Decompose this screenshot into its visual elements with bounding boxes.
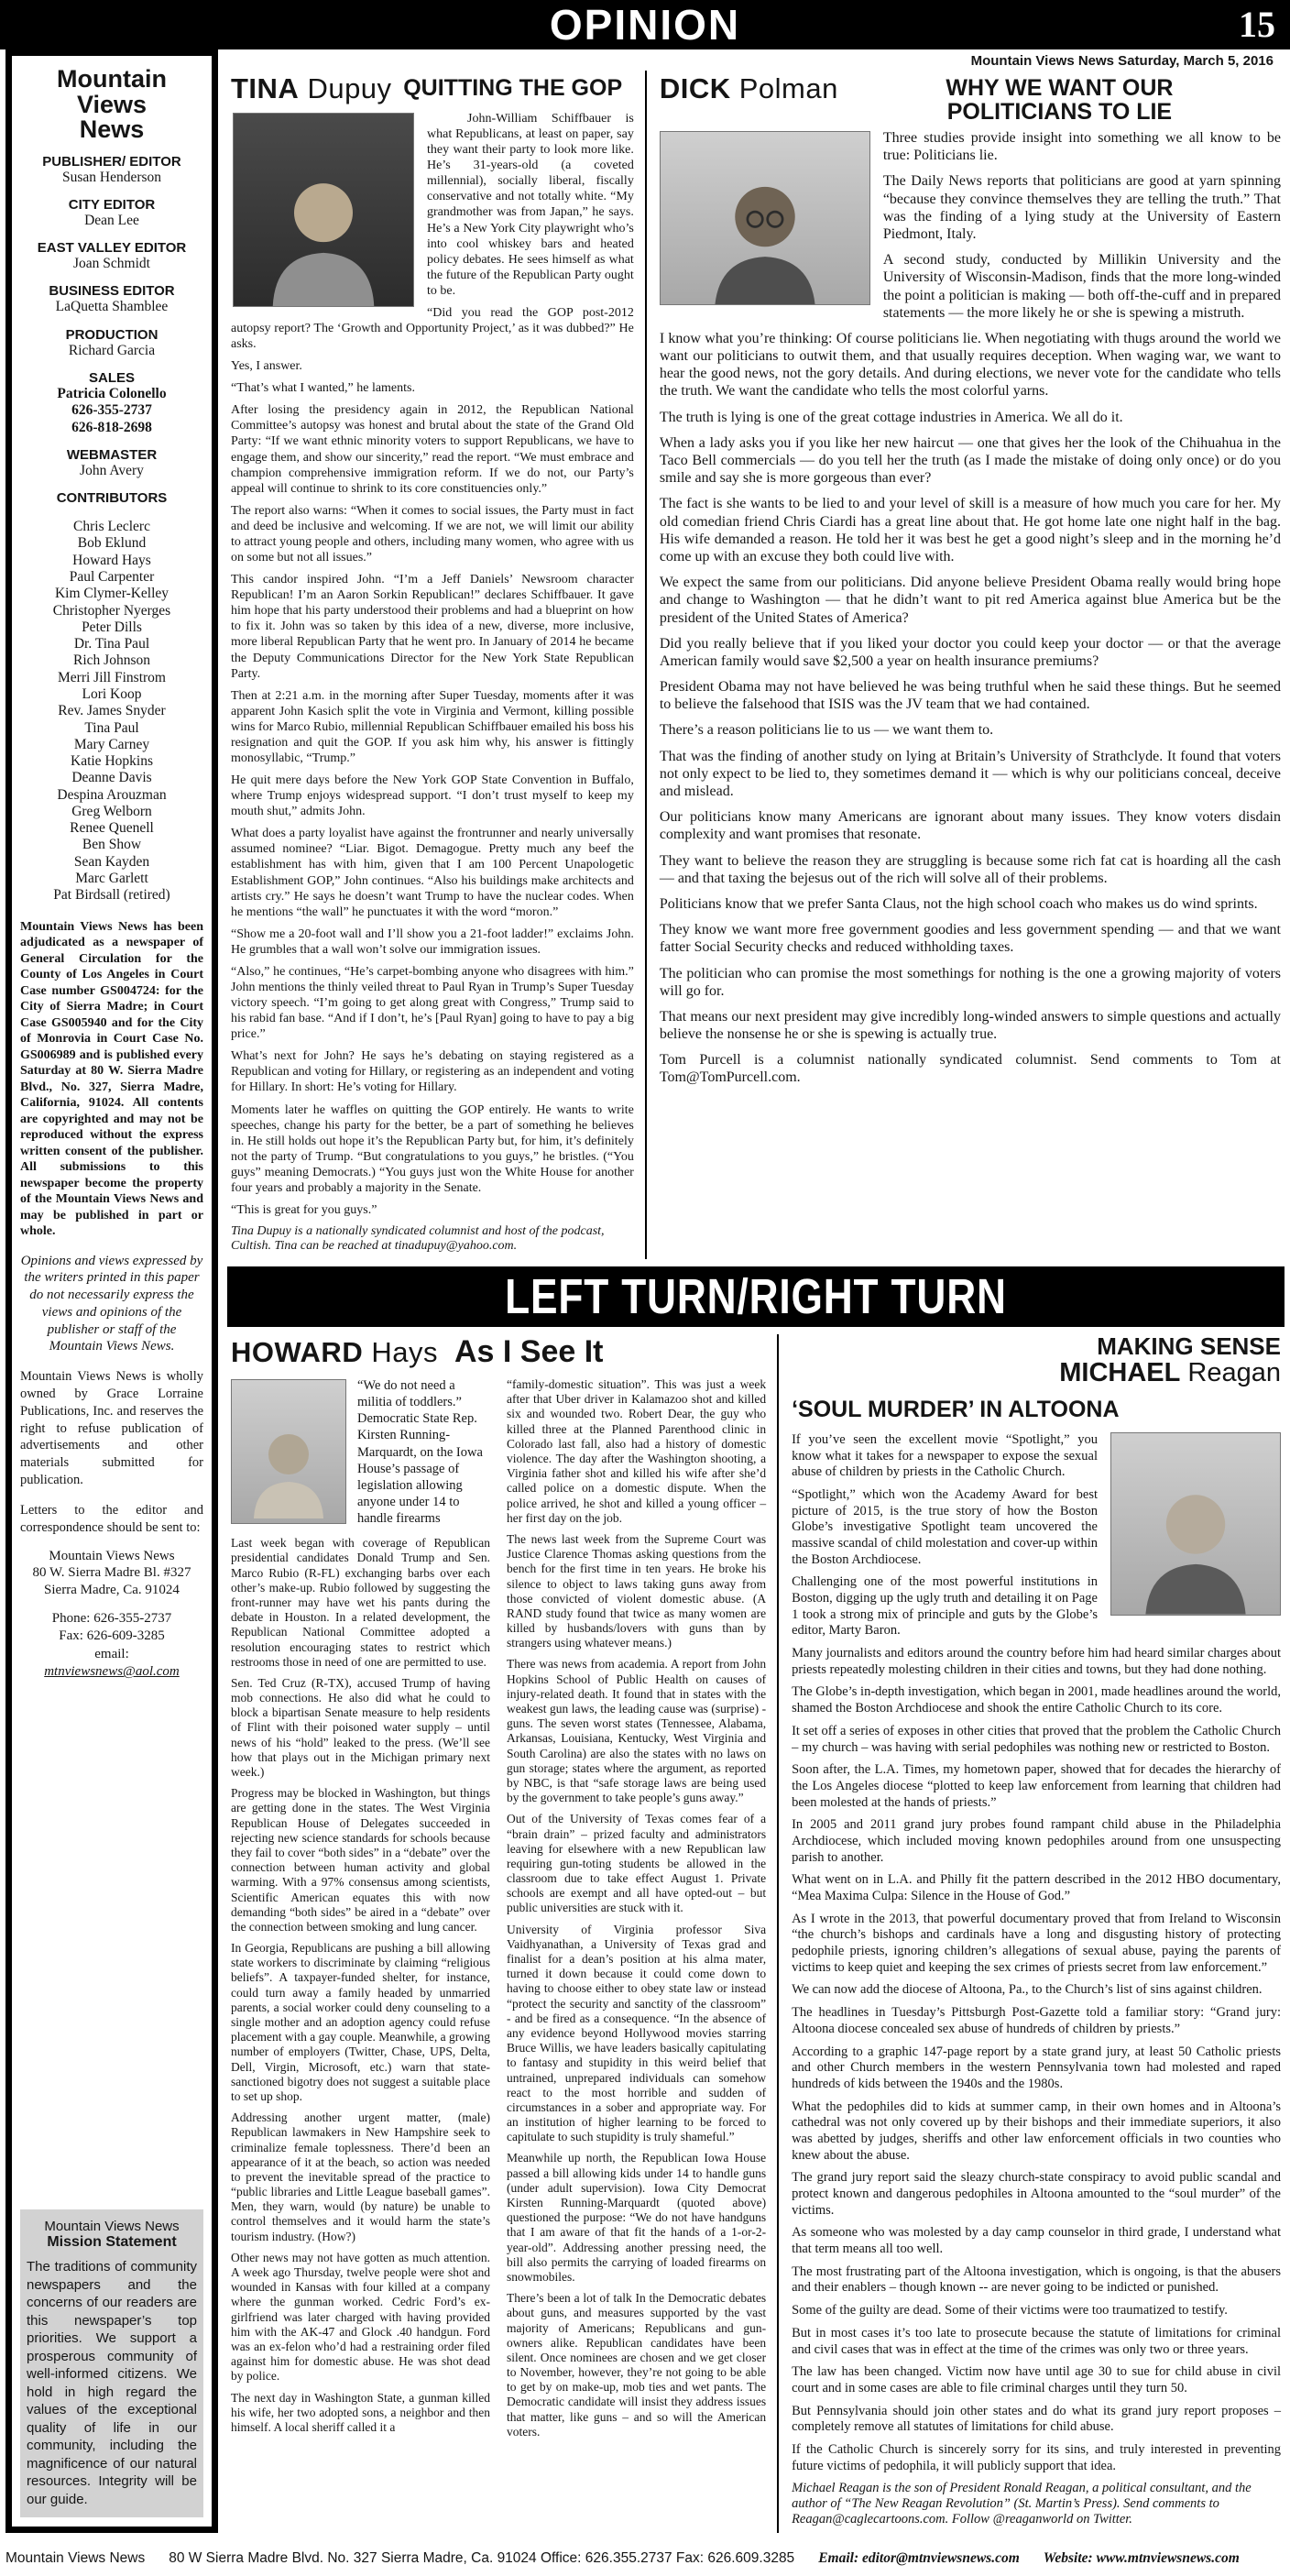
footer-website-url: www.mtnviewsnews.com	[1096, 2550, 1240, 2567]
article-paragraph: Progress may be blocked in Washington, but things are getting done in the states. The West Virginia Republican House of Delegates succeeded in rejecting new science standards for schools because they fail to cover “both sides” in a “debate” over the connection between human activity and global warming. With a 97% consensus among scientists, Scientific American equates this with now demanding “both sides” be aired in a “debate” over the connection between smoking and lung cancer.	[231, 1786, 491, 1934]
staff-name: Christopher Nyerges	[52, 602, 171, 619]
staff-name: Joan Schmidt	[73, 256, 150, 272]
dupuy-header	[231, 72, 634, 105]
staff-names	[20, 170, 203, 186]
staff-block	[20, 370, 203, 436]
quote-attribution: Democratic State Rep. Kirsten Running-Marquardt, on the Iowa House’s passage of legislation allowing anyone under 14 to handle firearms	[357, 1411, 483, 1527]
reagan-headline: ‘SOUL MURDER’ IN ALTOONA	[792, 1396, 1120, 1422]
staff-name: Howard Hays	[72, 552, 151, 568]
staff-block	[20, 447, 203, 479]
staff-name: 626-355-2737	[71, 402, 152, 419]
phone-number: Phone: 626-355-2737	[51, 1610, 172, 1626]
staff-role: CITY EDITOR	[68, 196, 156, 213]
contact-block	[20, 1610, 203, 1682]
ownership-notice: Mountain Views News is wholly owned by Grace Lorraine Publications, Inc. and reserves the right to refuse publication of advertisements and other materials submitted for publication.	[20, 1369, 203, 1488]
article-paragraph: But in most cases it’s too late to prosecute because the statute of limitations for criminal and civil cases that was in effect at the time of the crimes was only two or three years.	[792, 2325, 1281, 2357]
article-paragraph: Our politicians know many Americans are ignorant about many issues. They know voters disdain complexity and want promises that resonate.	[659, 809, 1281, 843]
mailing-address-line: Mountain Views News	[49, 1548, 175, 1563]
mailing-address-line: 80 W. Sierra Madre Bl. #327	[32, 1565, 191, 1581]
article-paragraph: As someone who was molested by a day camp counselor in third grade, I understand what that term means all too well.	[792, 2225, 1281, 2257]
article-paragraph: I know what you’re thinking: Of course politicians lie. When negotiating with thugs around the world we want our politicians to outwit them, and that usually requires deception. When waging war, we want to hear the good news, not the gory details. And during elections, we never vote for the candidate who tells the truth. We want the candidate who tells the most colorful yarns.	[659, 330, 1281, 400]
article-paragraph: What does a party loyalist have against the frontrunner and nearly universally assumed nominee? “Liar. Bigot. Demagogue. Pretty much any beef the establishment has with him, given that I am 100 Percent Unapologetic Establishment GOP,” John continues. “Also his buildings make architects and artists cry.” He says he doesn’t want Trump to have the nuclear codes. When he mentions “the wall” he punctuates it with the word “moron.”	[231, 827, 634, 919]
article-paragraph: What’s next for John? He says he’s debating on staying registered as a Republican and voting for Hillary, or registering as an independent and voting for Hillary. In short: He’s voting for Hillary.	[231, 1049, 634, 1095]
article-paragraph: A second study, conducted by Millikin University and the University of Wisconsin-Madison, finds that the more long-winded the point a politician is making — both off-the-cuff and in prepared statements — the more likely he or she is spewing a mistruth.	[882, 252, 1281, 321]
staff-name: Paul Carpenter	[69, 568, 155, 585]
page-layout	[0, 49, 1290, 2533]
article-paragraph: Yes, I answer.	[231, 359, 302, 374]
mission-subtitle: Mission Statement	[47, 2234, 177, 2251]
staff-name: Despina Arouzman	[57, 786, 167, 803]
article-paragraph: If the Catholic Church is sincerely sorry for its sins, and truly interested in preventing future victims of pedophila, it will publicly support that idea.	[792, 2441, 1281, 2473]
article-paragraph: University of Virginia professor Siva Vaidhyanathan, a University of Texas grad and finalist for a dean’s position at his alma mater, turned it down because it could come down to having to choose either to obey state law or instead “protect the security and sanctity of the classroom” - and be fired as a consequence. “In the absence of any evidence beyond Hollywood movies starring Bruce Willis, we have leaders basically capitulating to fantasy and stupidity in this weird belief that untrained, unprepared individuals can somehow react to the most horrible and sudden of circumstances in a sober and appropriate way. For an institution of higher learning to be forced to capitulate to such stupidity is truly shameful.”	[507, 1922, 767, 2144]
dupuy-body	[231, 305, 634, 1218]
hays-byline: HOWARD Hays	[231, 1336, 438, 1369]
article-paragraph: Some of the guilty are dead. Some of their victims were too traumatized to testify.	[792, 2303, 1228, 2318]
staff-name: Lori Koop	[82, 685, 142, 702]
mailing-address	[20, 1548, 203, 1599]
hays-column-2	[507, 1377, 766, 2446]
article-paragraph: In 2005 and 2011 grand jury probes found rampant child abuse in the Philadelphia Archdiocese, which included moving known pedophiles around from one unsuspecting parish to another.	[792, 1817, 1281, 1865]
portrait-silhouette-icon	[243, 1413, 334, 1523]
staff-names	[20, 343, 203, 359]
email-label: email:	[94, 1646, 129, 1661]
article-paragraph: “Show me a 20-foot wall and I’ll show you a 21-foot ladder!” exclaims John. He grumbles that a wall won’t solve our immigration issues.	[231, 926, 634, 957]
article-paragraph: “That’s what I wanted,” he laments.	[231, 381, 415, 396]
article-paragraph: “Spotlight,” which won the Academy Award for best picture of 2015, is the true story of how the Boston Globe’s investigative Spotlight team uncovered the massive scandal of child molestation and cover-up within the Boston Archdiocese.	[792, 1486, 1098, 1567]
staff-name: Chris Leclerc	[73, 519, 150, 535]
staff-name: Tina Paul	[84, 719, 139, 736]
masthead-title-line: News	[79, 115, 145, 144]
staff-block	[20, 197, 203, 229]
staff-role: CONTRIBUTORS	[56, 490, 168, 507]
opinion-section-banner	[0, 0, 1290, 49]
article-paragraph: Sen. Ted Cruz (R-TX), accused Trump of having mob connections. He also did what he could to block a bipartisan Senate measure to help residents of Flint with their poisoned water supply – until news of his “hold” leaked to the press. (We’ll see how that plays out in the Michigan primary next week.)	[231, 1675, 491, 1780]
footer-address: 80 W Sierra Madre Blvd. No. 327 Sierra Madre, Ca. 91024 Office: 626.355.2737 Fax: 626.609.3285	[169, 2550, 795, 2567]
staff-name: Mary Carney	[73, 736, 150, 752]
article-paragraph: That was the finding of another study on lying at Britain’s University of Strathclyde. It found that voters not only expect to be lied to, they sometimes demand it — which is why our politicians conceal, deceive and mislead.	[659, 748, 1281, 799]
article-paragraph: They want to believe the reason they are struggling is because some rich fat cat is hoarding all the cash — and that taxing the bejesus out of the rich will solve all of their problems.	[659, 852, 1281, 886]
staff-name: Kim Clymer-Kelley	[54, 586, 169, 602]
article-paragraph: The truth is lying is one of the great cottage industries in America. We all do it.	[659, 409, 1123, 425]
article-paragraph: John-William Schiffbauer is what Republicans, at least on paper, say they want their party to look more like. He’s 31-years-old (a coveted millennial), socially liberal, fiscally conservative and not totally white. “My grandmother was from Japan,” he says. He’s a New York City playwright who’s into cool whiskey bars and heated policy debates. He sees himself as what the future of the Republican Party ought to be.	[427, 112, 634, 298]
article-paragraph: The Globe’s in-depth investigation, which began in 2001, made headlines around the world, shamed the Boston Archdiocese and shook the entire Catholic Church to its core.	[792, 1684, 1281, 1716]
article-quitting-the-gop	[227, 71, 645, 1259]
opinions-disclaimer: Opinions and views expressed by the writers printed in this paper do not necessarily express the views and opinions of the publisher or staff of the Mountain Views News.	[20, 1253, 203, 1354]
article-paragraph: “Also,” he continues, “He’s carpet-bombing anyone who disagrees with him.” John mentions the thinly veiled threat to Paul Ryan in Trump’s Super Tuesday victory speech. “I’m going to get along great with Congress,” Trump said to his rabid fan base. “And if I don’t, he’s [Paul Ryan] going to have to pay a big price.”	[231, 964, 634, 1042]
article-paragraph: The grand jury report said the sleazy church-state conspiracy to avoid public scandal and protect known and dangerous pedophiles in Altoona amounted to the “soul murder” of the victims.	[792, 2170, 1281, 2218]
page-number: 15	[1239, 4, 1275, 45]
staff-name: Richard Garcia	[68, 342, 156, 358]
polman-headline: WHY WE WANT OUR POLITICIANS TO LIE	[946, 75, 1174, 125]
mission-statement-box	[20, 2209, 203, 2517]
staff-name: Dr. Tina Paul	[73, 636, 150, 652]
hays-col2-body	[507, 1377, 766, 2439]
article-paragraph: It set off a series of exposes in other cities that proved that the problem the Catholic Church – my church – was having with serial pedophiles was nothing new or restricted to Boston.	[792, 1723, 1281, 1755]
staff-names	[20, 519, 203, 904]
staff-name: Peter Dills	[82, 619, 142, 635]
article-paragraph: The most frustrating part of the Altoona investigation, which is ongoing, is that the abusers and their enablers – though known -- are never going to be indicted or punished.	[792, 2264, 1281, 2296]
dupuy-headline: QUITTING THE GOP	[403, 75, 623, 101]
staff-name: 626-818-2698	[71, 419, 152, 435]
article-why-we-want-politicians-to-lie	[645, 71, 1285, 1259]
masthead-title	[20, 67, 203, 143]
staff-role: BUSINESS EDITOR	[49, 283, 175, 300]
portrait-silhouette-icon	[255, 159, 392, 306]
article-paragraph: There’s a reason politicians lie to us — we want them to.	[659, 722, 994, 739]
article-paragraph: The report also warns: “When it comes to social issues, the Party must in fact and deed be inclusive and welcoming. If we are not, we will limit our ability to attract young people and others, including many women, who agree with us on some but not all issues.”	[231, 503, 634, 565]
article-paragraph: What went on in L.A. and Philly fit the pattern described in the 2012 HBO documentary, “Mea Maxima Culpa: Silence in the House of God.”	[792, 1872, 1281, 1903]
section-title: OPINION	[549, 1, 741, 49]
article-paragraph: When a lady asks you if you like her new haircut — one that gives her the look of the Chihuahua in the Taco Bell commercials — do you tell her the truth (as I made the mistake of doing only once) or do you smile and say she is more gorgeous than ever?	[659, 434, 1281, 487]
staff-role: PUBLISHER/ EDITOR	[42, 153, 181, 170]
michael-reagan-photo	[1110, 1432, 1281, 1616]
staff-name: Rich Johnson	[73, 652, 150, 669]
hays-column-1	[231, 1377, 490, 2446]
staff-block	[20, 490, 203, 904]
article-paragraph: But Pennsylvania should join other states and do what its grand jury report proposes – completely remove all statutes of limitations for child abuse.	[792, 2403, 1281, 2435]
article-paragraph: Did you really believe that if you liked your doctor you could keep your doctor — or that the average American family would save $2,500 a year on health insurance premiums?	[659, 635, 1281, 669]
staff-name: LaQuetta Shamblee	[55, 299, 169, 315]
banner-title: LEFT TURN/RIGHT TURN	[505, 1269, 1007, 1325]
masthead-staff-list	[20, 143, 203, 904]
article-paragraph: He quit mere days before the New York GOP State Convention in Buffalo, where Trump enjoys widespread support. “I don’t trust myself to keep my mouth shut,” admits John.	[231, 773, 634, 819]
article-paragraph: They know we want more free government goodies and less government spending — and that we want fatter Social Security checks and reduced withholding taxes.	[659, 922, 1281, 956]
article-paragraph: “This is great for you guys.”	[231, 1203, 377, 1217]
article-paragraph: This candor inspired John. “I’m a Jeff Daniels’ Newsroom character Republican! I’m an Aaron Sorkin Republican!” declares Schiffbauer. It gave him hope that his party understood their problems and had a blueprint on how to fix it. John was so taken by this idea of a new, diverse, more inclusive, more liberal Republican Party that he went pro. In January of 2014 he became the Deputy Communications Director for the New York State Republican Party.	[231, 573, 634, 681]
article-paragraph: As I wrote in the 2013, that powerful documentary proved that from Ireland to Wisconsin “the church’s bishops and cardinals have a long and disgusting history of protecting pedophile priests, ignoring children’s allegations of sexual abuse, paying the parents of victims to keep quiet and keeping the sex crimes of priests secret from law enforcement.”	[792, 1911, 1281, 1975]
article-paragraph: Many journalists and editors around the country before him had heard similar charges about priests repeatedly molesting children in their cities and towns, but they had done nothing.	[792, 1646, 1281, 1677]
article-paragraph: Tom Purcell is a columnist nationally syndicated columnist. Send comments to Tom at Tom@TomPurcell.com.	[659, 1052, 1281, 1086]
article-paragraph: That means our next president may give incredibly long-winded answers to simple questions and actually believe the nonsense he or she is spewing is actually true.	[659, 1008, 1281, 1043]
main-content	[227, 49, 1285, 2533]
staff-name: Renee Quenell	[70, 820, 154, 837]
masthead-title-line: Mountain	[57, 65, 167, 93]
article-paragraph: Out of the University of Texas comes fear of a “brain drain” – prized faculty and administrators leaving for elsewhere with a new Republican law requiring gun-toting students be allowed in the classroom due to take effect August 1. Private schools are exempt and all have opted-out – but public universities are stuck with it.	[507, 1812, 767, 1915]
staff-name: Rev. James Snyder	[58, 703, 166, 719]
article-paragraph: Soon after, the L.A. Times, my hometown paper, showed that for decades the hierarchy of the Los Angeles diocese “plotted to keep law enforcement from learning that children had been molested at the hands of priests.”	[792, 1762, 1281, 1810]
mailing-address-line: Sierra Madre, Ca. 91024	[44, 1583, 180, 1598]
article-paragraph: If you’ve seen the excellent movie “Spotlight,” you know what it takes for a newspaper to expose the sexual abuse of children by priests in the Catholic Church.	[792, 1431, 1098, 1480]
staff-name: Patricia Colonello	[57, 386, 167, 401]
footer-email-address: editor@mtnviewsnews.com	[861, 2550, 1020, 2567]
staff-name: Pat Birdsall (retired)	[53, 887, 170, 904]
top-article-row	[227, 71, 1285, 1259]
article-paragraph: Then at 2:21 a.m. in the morning after Super Tuesday, moments after it was apparent John Kasich split the vote in Virginia and Vermont, killing possible wins for Marco Rubio, millennial Republican Schiffbauer emailed his boss his resignation and quit the GOP. If you ask him why, his answer is fittingly monosyllabic, “Trump.”	[231, 688, 634, 765]
reagan-byline: MICHAEL Reagan	[1059, 1358, 1281, 1388]
footer-website: Website: www.mtnviewsnews.com	[1043, 2550, 1240, 2567]
staff-names	[20, 213, 203, 229]
staff-name: Bob Eklund	[77, 535, 147, 552]
staff-name: Marc Garlett	[75, 871, 148, 887]
staff-name: Susan Henderson	[61, 169, 162, 185]
dupuy-byline: TINA Dupuy	[231, 72, 392, 104]
article-paragraph: Addressing another urgent matter, (male) Republican lawmakers in New Hampshire seek to criminalize female toplessness. There’d been an appearance of it at the beach, so action was needed to prevent the inevitable spread of the practice to “public libraries and Little League baseball games”. Men, they warn, would (by nature) be unable to control themselves and it would harm the state’s tourism industry. (How?)	[231, 2110, 491, 2243]
staff-name: Ben Show	[82, 837, 142, 853]
letters-notice: Letters to the editor and correspondence should be sent to:	[20, 1503, 203, 1535]
staff-role: EAST VALLEY EDITOR	[37, 240, 187, 257]
article-paragraph: The headlines in Tuesday’s Pittsburgh Post-Gazette told a familiar story: “Grand jury: Altoona diocese concealed sex abuse of hundreds of children by priests.”	[792, 2005, 1281, 2036]
hays-header	[231, 1334, 766, 1370]
article-paragraph: We expect the same from our politicians. Did anyone believe President Obama really would bring hope and change to Washington — that he didn’t want to pit red America against blue America but be the president of the United States of America?	[659, 575, 1281, 626]
footer-paper-name: Mountain Views News	[5, 2550, 146, 2567]
bottom-article-row	[227, 1334, 1285, 2533]
hays-column-title: As I See It	[454, 1334, 604, 1370]
hays-columns	[231, 1377, 766, 2446]
staff-block	[20, 154, 203, 186]
tina-dupuy-photo	[233, 113, 414, 307]
article-paragraph: Other news may not have gotten as much attention. A week ago Thursday, twelve people were shot and wounded in Kansas with four killed at a company where the gunman worked. Cedric Ford’s ex-girlfriend was later charged with having provided him with the AK-47 and Glock .40 handgun. Ford was an ex-felon who’d had a restraining order filed against him for domestic abuse. He was shot dead by police.	[231, 2250, 491, 2384]
polman-byline: DICK Polman	[659, 72, 838, 104]
article-paragraph: Meanwhile up north, the Republican Iowa House passed a bill allowing kids under 14 to handle guns (under adult supervision). Iowa City Democrat Kirsten Running-Marquardt (quoted above) questioned the purpose: “We do not have handguns that I am aware of that fit the hands of a 1-or-2-year-old”. Addressing another pressing need, the bill also permits the carrying of loaded firearms on snowmobiles.	[507, 2151, 767, 2284]
adjudication-notice: Mountain Views News has been adjudicated as a newspaper of General Circulation for the County of Los Angeles in Court Case number GS004724: for the City of Sierra Madre; in Court Case GS005940 and for the City of Monrovia in Court Case No. GS006989 and is published every Saturday at 80 W. Sierra Madre Blvd., No. 327, Sierra Madre, California, 91024. All contents are copyrighted and may not be reproduced without the express written consent of the publisher. All submissions to this newspaper become the property of the Mountain Views News and may be published in part or whole.	[20, 919, 203, 1239]
masthead-sidebar	[5, 49, 218, 2533]
quote-text: “We do not need a militia of toddlers.”	[357, 1378, 462, 1410]
reagan-signature: Michael Reagan is the son of President Ronald Reagan, a political consultant, and the author of “The New Reagan Revolution” (St. Martin’s Press). Send comments to Reagan@caglecartoons.com. Follow @reaganworld on Twitter.	[792, 2481, 1252, 2527]
making-sense-kicker: MAKING SENSE	[1097, 1332, 1281, 1361]
staff-name: Greg Welborn	[71, 803, 152, 819]
fax-number: Fax: 626-609-3285	[59, 1628, 165, 1644]
article-paragraph: The news last week from the Supreme Court was Justice Clarence Thomas asking questions from the bench for the first time in ten years. He broke his silence to object to laws taking guns away from those convicted of violent domestic abuse. (A RAND study found that twice as many women are killed by husbands/lovers with guns than by strangers using whatever means.)	[507, 1531, 767, 1650]
staff-block	[20, 240, 203, 272]
article-paragraph: Moments later he waffles on quitting the GOP entirely. He wants to write speeches, change his party for the better, be a part of something he believes in. He still holds out hope it’s the Republican Party but, for him, it’s definitely not the party of Trump. “But congratulations to you guys,” he bristles. (“You guys” meaning Democrats.) “You guys just won the White House for another four years and probably a majority in the Senate.	[231, 1102, 634, 1195]
article-paragraph: “Did you read the GOP post-2012 autopsy report? The ‘Growth and Opportunity Project,’ as it was dubbed?” He asks.	[231, 305, 634, 352]
staff-name: John Avery	[80, 462, 144, 478]
hays-col1-body	[231, 1536, 490, 2435]
staff-role: WEBMASTER	[66, 446, 158, 463]
article-paragraph: There was news from academia. A report from John Hopkins School of Public Health on causes of injury-related death. It found that in states with the weakest gun laws, the leading cause was (surprise) - guns. The seven worst states (Tennessee, Alabama, Arkansas, Louisiana, Kentucky, West Virginia and South Carolina) are also the states with no laws on gun storage; states where the argument, as reported by NBC, is that “safe storage laws are being used by the government to take people’s guns away.”	[507, 1657, 767, 1805]
staff-role: SALES	[88, 370, 135, 386]
article-paragraph: What the pedophiles did to kids at summer camp, in their own homes and in Altoona’s cathedral was not only covered up by their bishops and their immediate superiors, it also was abetted by judges, sheriffs and other law enforcement officials in two counties who knew about the abuse.	[792, 2099, 1281, 2163]
article-paragraph: Politicians know that we prefer Santa Claus, not the high school coach who makes us do wind sprints.	[659, 895, 1258, 912]
staff-block	[20, 283, 203, 315]
masthead-title-line: Views	[76, 90, 148, 118]
staff-name: Sean Kayden	[73, 853, 150, 870]
page-footer	[0, 2542, 1290, 2576]
article-paragraph: The law has been changed. Victim now have until age 30 to sue for child abuse in civil court and in some cases are able to file criminal charges until they turn 50.	[792, 2364, 1281, 2395]
staff-name: Merri Jill Finstrom	[58, 669, 166, 685]
article-soul-murder-in-altoona	[777, 1334, 1285, 2533]
email-address: mtnviewsnews@aol.com	[44, 1664, 180, 1680]
portrait-silhouette-icon	[687, 167, 843, 304]
article-paragraph: The Daily News reports that politicians are good at yarn spinning “because they convince themselves they are telling the truth.” That was the finding of a lying study at the University of Eastern Piedmont, Italy.	[882, 173, 1281, 242]
staff-role: PRODUCTION	[65, 326, 159, 343]
portrait-silhouette-icon	[1131, 1473, 1260, 1615]
howard-hays-photo	[231, 1379, 346, 1524]
staff-name: Dean Lee	[84, 212, 139, 228]
mission-body: The traditions of community newspapers and the concerns of our readers are this newspaper’s top priorities. We support a prosperous community of well-informed citizens. We hold in high regard the values of the exceptional quality of life in our community, including the magnificence of our natural resources. Integrity will be our guide.	[27, 2259, 197, 2507]
left-turn-right-turn-banner	[227, 1266, 1285, 1327]
article-paragraph: In Georgia, Republicans are pushing a bill allowing state workers to discriminate by claiming “religious beliefs”. A taxpayer-funded shelter, for instance, could turn away a family headed by unmarried parents, a social worker could deny counseling to a single mother and an adoption agency could refuse placement with a gay couple. Meanwhile, a growing number of employers (Twitter, Chase, UPS, Delta, Dell, Virgin, Microsoft, etc.) warn that state-sanctioned bigotry does not suggest a suitable place to set up shop.	[231, 1941, 491, 2103]
staff-names	[20, 256, 203, 272]
article-paragraph: The politician who can promise the most somethings for nothing is the one a growing majority of voters will go for.	[659, 965, 1281, 999]
staff-names	[20, 299, 203, 315]
article-paragraph: We can now add the diocese of Altoona, Pa., to the Church’s list of sins against children.	[792, 1982, 1263, 1998]
footer-email: Email: editor@mtnviewsnews.com	[818, 2550, 1020, 2567]
article-as-i-see-it	[227, 1334, 777, 2533]
staff-names	[20, 386, 203, 436]
dupuy-signature: Tina Dupuy is a nationally syndicated columnist and host of the podcast, Cultish. Tina can be reached at tinadupuy@yahoo.com.	[231, 1224, 605, 1254]
mission-title: Mountain Views News	[44, 2219, 180, 2235]
dateline: Mountain Views News Saturday, March 5, 2016	[970, 53, 1274, 69]
polman-header	[660, 72, 1281, 124]
article-paragraph: President Obama may not have believed he was being truthful when he said these things. But he seemed to believe the falsehood that ISIS was the JV team that we had contained.	[659, 679, 1281, 713]
article-paragraph: There’s been a lot of talk In the Democratic debates about guns, and measures supported by the vast majority of Americans; Republicans and gun-owners alike. Republican candidates have been silent. Once nominees are chosen and we get closer to November, however, they’re not going to be able to get by on make-up, mob ties and wet pants. The Democratic candidate will insist they address issues that matter, like guns – and so will the American voters.	[507, 2291, 767, 2439]
article-paragraph: Challenging one of the most powerful institutions in Boston, digging up the ugly truth and detailing it on Page 1 took a strong mix of principle and guts by the Globe’s editor, Marty Baron.	[792, 1574, 1098, 1639]
article-paragraph: “family-domestic situation”. This was just a week after that Uber driver in Kalamazoo shot and killed six and wounded two. Robert Dear, the guy who killed three at the Planned Parenthood clinic in Colorado last fall, also had a history of domestic violence. The day after the Washington shooting, a Virginia father shot and killed his wife after she’d called police on a domestic dispute. When the police arrived, he shot and killed a young officer – her first day on the job.	[507, 1377, 767, 1525]
article-paragraph: According to a graphic 147-page report by a state grand jury, at least 50 Catholic priests and other Church members in the western Pennsylvania town had molested and raped hundreds of kids between the 1940s and the 1980s.	[792, 2044, 1281, 2091]
staff-block	[20, 327, 203, 359]
article-paragraph: Last week began with coverage of Republican presidential candidates Donald Trump and Sen. Marco Rubio (R-FL) exchanging barbs over each other’s make-up. Rubio followed by suggesting the front-runner may have wet his pants during the debate in Houston. In a related development, the Republican National Committee adopted a resolution encouraging states to restrict which restrooms those in need of one are permitted to use.	[231, 1536, 491, 1669]
article-paragraph: After losing the presidency again in 2012, the Republican National Committee’s autopsy was honest and brutal about the state of the Grand Old Party: “If we want ethnic minority voters to support Republicans, we have to engage them, and show our sincerity,” read the report. “We must embrace and champion comprehensive immigration reform. If we do not, our Party’s appeal will continue to shrink to its core constituencies only.”	[231, 403, 634, 496]
article-paragraph: The fact is she wants to be lied to and your level of skill is a measure of how much you care for her. My old comedian friend Chris Ciardi has a great line about that. He got home late one night half in the bag. His wife demanded a reason. He told her it was best he get a good night’s sleep and in the morning he’d come up with an excuse they both could live with.	[659, 496, 1281, 565]
dick-polman-photo	[660, 131, 870, 305]
staff-name: Katie Hopkins	[71, 753, 153, 770]
article-paragraph: The next day in Washington State, a gunman killed his wife, her two adopted sons, a neighbor and then himself. A local sheriff called it a	[231, 2390, 491, 2434]
staff-name: Deanne Davis	[71, 770, 152, 786]
reagan-header	[792, 1334, 1281, 1387]
article-paragraph: Three studies provide insight into something we all know to be true: Politicians lie.	[882, 130, 1281, 164]
staff-names	[20, 463, 203, 479]
